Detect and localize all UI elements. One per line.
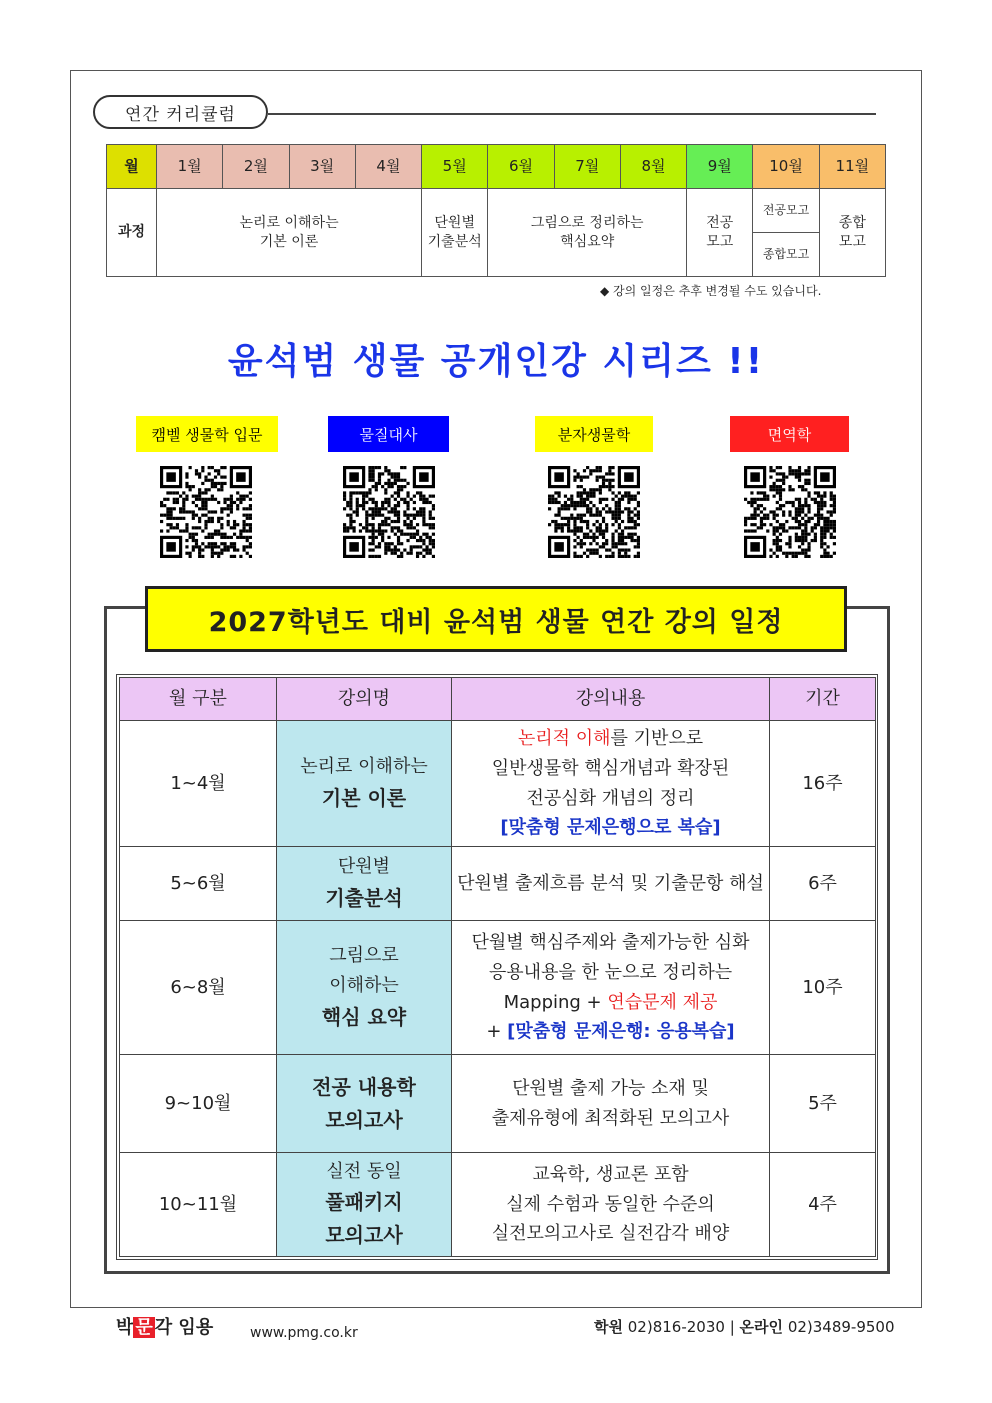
content-text: 단원별 출제흐름 분석 및 기출문항 해설 xyxy=(457,872,764,894)
course-total: 종합 모고 xyxy=(819,189,885,277)
divider-line xyxy=(268,113,876,115)
month-cell: 7월 xyxy=(554,145,620,189)
publisher-logo xyxy=(116,1313,213,1339)
row-name xyxy=(277,721,452,847)
content-text: 를 기반으로 xyxy=(610,728,704,750)
row-content xyxy=(452,847,770,921)
qr-code-metabolism[interactable] xyxy=(343,466,435,558)
row-name-main: 모의고사 xyxy=(325,1223,403,1248)
row-name-main: 전공 내용학 xyxy=(312,1074,416,1099)
row-name xyxy=(277,1055,452,1153)
schedule-table-wrap xyxy=(116,674,878,1260)
tag-metabolism[interactable]: 물질대사 xyxy=(328,416,449,452)
header-month: 월 구분 xyxy=(120,678,277,721)
schedule-note: ◆ 강의 일정은 추후 변경될 수도 있습니다. xyxy=(600,284,822,298)
table-row xyxy=(120,921,876,1055)
content-text: 출제유형에 최적화된 모의고사 xyxy=(491,1107,730,1129)
month-cell: 10월 xyxy=(753,145,819,189)
curriculum-table xyxy=(106,144,886,277)
row-month: 1~4월 xyxy=(120,721,277,847)
row-month: 9~10월 xyxy=(120,1055,277,1153)
content-text: Mapping + xyxy=(503,991,608,1013)
row-content xyxy=(452,921,770,1055)
header-period: 기간 xyxy=(770,678,876,721)
month-cell: 5월 xyxy=(422,145,488,189)
row-period: 10주 xyxy=(770,921,876,1055)
row-name xyxy=(277,847,452,921)
row-period: 4주 xyxy=(770,1153,876,1257)
month-cell: 9월 xyxy=(687,145,753,189)
row-content xyxy=(452,1055,770,1153)
month-cell: 8월 xyxy=(620,145,686,189)
month-cell: 11월 xyxy=(819,145,885,189)
content-text: 단월별 핵심주제와 출제가능한 심화 xyxy=(471,932,750,954)
row-period: 6주 xyxy=(770,847,876,921)
qr-code-campbell[interactable] xyxy=(160,466,252,558)
contact-info xyxy=(594,1316,895,1337)
row-name-main: 모의고사 xyxy=(325,1107,403,1132)
row-name-sub: 그림으로 xyxy=(329,945,399,967)
row-name-sub: 논리로 이해하는 xyxy=(300,756,428,778)
row-name-main: 기본 이론 xyxy=(321,785,407,810)
row-month: 5~6월 xyxy=(120,847,277,921)
month-cell: 2월 xyxy=(223,145,289,189)
qr-code-molecular[interactable] xyxy=(548,466,640,558)
row-month: 6~8월 xyxy=(120,921,277,1055)
curriculum-label: 연간 커리큘럼 xyxy=(93,95,268,129)
row-name xyxy=(277,921,452,1055)
content-text: 교육학, 생교론 포함 xyxy=(532,1163,689,1185)
content-text: 전공심화 개념의 정리 xyxy=(526,787,695,809)
row-period: 16주 xyxy=(770,721,876,847)
course-major-mock: 전공모고 xyxy=(753,189,819,233)
content-text: 실전모의고사로 실전감각 배양 xyxy=(491,1223,730,1245)
content-highlight: 연습문제 제공 xyxy=(607,991,718,1013)
content-highlight: 논리적 이해 xyxy=(517,728,611,750)
month-cell: 6월 xyxy=(488,145,554,189)
schedule-title: 2027학년도 대비 윤석범 생물 연간 강의 일정 xyxy=(145,586,847,652)
content-text: + xyxy=(486,1021,508,1043)
table-row xyxy=(120,721,876,847)
row-period: 5주 xyxy=(770,1055,876,1153)
website-link[interactable]: www.pmg.co.kr xyxy=(250,1325,358,1341)
row-name-main: 기출분석 xyxy=(325,885,403,910)
course-row xyxy=(107,189,886,233)
contact-separator: | xyxy=(729,1318,735,1336)
course-row-label: 과정 xyxy=(107,189,157,277)
row-name xyxy=(277,1153,452,1257)
table-row xyxy=(120,1153,876,1257)
tag-immunology[interactable]: 면역학 xyxy=(730,416,849,452)
logo-text: 박 xyxy=(116,1317,134,1338)
table-row xyxy=(120,847,876,921)
row-month: 10~11월 xyxy=(120,1153,277,1257)
row-name-main: 핵심 요약 xyxy=(321,1004,407,1029)
tag-molecular[interactable]: 분자생물학 xyxy=(535,416,653,452)
row-name-sub: 단원별 xyxy=(337,856,391,878)
series-title: 윤석범 생물 공개인강 시리즈 !! xyxy=(227,341,765,382)
row-name-sub: 실전 동일 xyxy=(326,1160,402,1182)
content-text: 실제 수험과 동일한 수준의 xyxy=(506,1193,715,1215)
qr-code-immunology[interactable] xyxy=(744,466,836,558)
month-cell: 4월 xyxy=(355,145,421,189)
table-row xyxy=(120,1055,876,1153)
academy-label: 학원 xyxy=(594,1318,623,1336)
content-text: 단원별 출제 가능 소재 및 xyxy=(512,1077,709,1099)
month-cell: 1월 xyxy=(157,145,223,189)
online-label: 온라인 xyxy=(739,1318,784,1336)
row-content xyxy=(452,721,770,847)
month-row xyxy=(107,145,886,189)
logo-mark: 문 xyxy=(135,1317,153,1338)
course-basic: 논리로 이해하는 기본 이론 xyxy=(157,189,422,277)
schedule-table xyxy=(119,677,876,1257)
header-name: 강의명 xyxy=(277,678,452,721)
academy-phone: 02)816-2030 xyxy=(627,1318,725,1336)
online-phone: 02)3489-9500 xyxy=(787,1318,895,1336)
row-content xyxy=(452,1153,770,1257)
course-summary: 그림으로 정리하는 핵심요약 xyxy=(488,189,687,277)
month-cell: 3월 xyxy=(289,145,355,189)
table-header-row xyxy=(120,678,876,721)
course-unit: 단원별 기출분석 xyxy=(422,189,488,277)
content-bank-note: [맞춤형 문제은행으로 복습] xyxy=(500,817,721,839)
row-name-main: 풀패키지 xyxy=(325,1190,403,1215)
content-bank-note: [맞춤형 문제은행: 응용복습] xyxy=(507,1021,735,1043)
logo-text: 각 임용 xyxy=(154,1317,214,1338)
month-header-cell: 월 xyxy=(107,145,157,189)
course-total-mock: 종합모고 xyxy=(753,233,819,277)
content-text: 일반생물학 핵심개념과 확장된 xyxy=(491,757,730,779)
tag-campbell[interactable]: 캠벨 생물학 입문 xyxy=(136,416,278,452)
course-major: 전공 모고 xyxy=(687,189,753,277)
content-text: 응용내용을 한 눈으로 정리하는 xyxy=(488,961,733,983)
row-name-sub: 이해하는 xyxy=(329,975,399,996)
header-content: 강의내용 xyxy=(452,678,770,721)
